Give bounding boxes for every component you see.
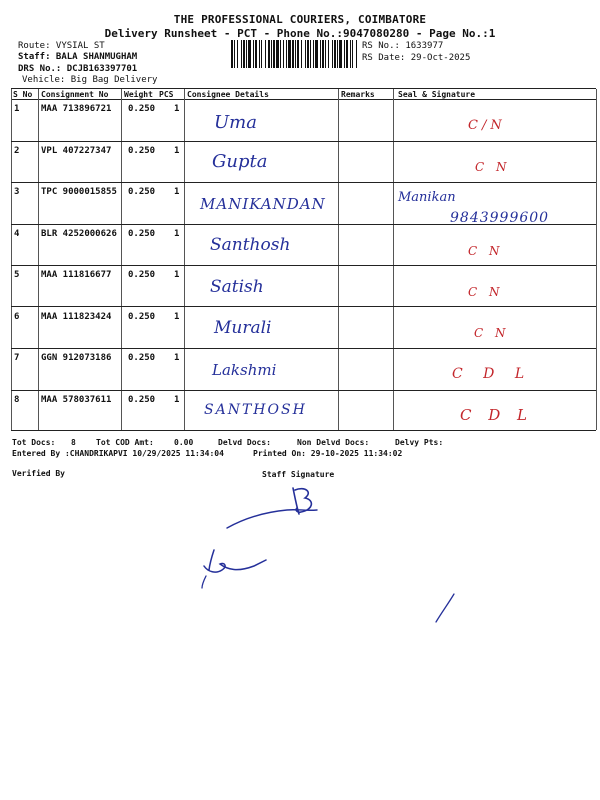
barcode-bar — [344, 40, 345, 68]
verifier-signature-mark — [198, 548, 270, 596]
barcode-bar — [265, 40, 266, 68]
staff-signature-label: Staff Signature — [262, 470, 335, 479]
table-header-rule — [11, 99, 596, 100]
row-weight: 0.250 — [128, 353, 156, 363]
row-pcs: 1 — [174, 146, 180, 156]
barcode-bar — [292, 40, 294, 68]
row-consignment: VPL 407227347 — [41, 146, 112, 156]
row-sno: 7 — [14, 353, 20, 363]
row-sno: 6 — [14, 312, 20, 322]
row-weight: 0.250 — [128, 104, 156, 114]
table-line — [596, 89, 597, 430]
row-consignment: GGN 912073186 — [41, 353, 112, 363]
barcode-bar — [322, 40, 324, 68]
phone-handwriting: 9843999600 — [450, 210, 550, 226]
barcode-bar — [313, 40, 314, 68]
col-consignee: Consignee Details — [187, 90, 269, 99]
delvd-docs-label: Delvd Docs: — [218, 438, 271, 447]
row-sno: 1 — [14, 104, 20, 114]
row-weight: 0.250 — [128, 229, 156, 239]
row-rule — [11, 348, 596, 349]
barcode-bar — [346, 40, 348, 68]
route-label: Route: VYSIAL ST — [18, 41, 105, 51]
consignee-handwriting: MANIKANDAN — [200, 195, 326, 213]
barcode-bar — [310, 40, 311, 68]
row-rule — [11, 224, 596, 225]
row-consignment: MAA 578037611 — [41, 395, 112, 405]
stray-pen-mark — [430, 592, 460, 626]
barcode-bar — [248, 40, 251, 68]
consignee-handwriting: SANTHOSH — [204, 402, 307, 418]
table-bottom-rule — [11, 430, 596, 431]
tot-docs-label: Tot Docs: — [12, 438, 56, 447]
barcode-bar — [288, 40, 291, 68]
col-pcs: PCS — [159, 90, 174, 99]
barcode-bar — [295, 40, 296, 68]
barcode-bar — [234, 40, 235, 68]
barcode-bar — [273, 40, 275, 68]
row-rule — [11, 306, 596, 307]
runsheet-subtitle: Delivery Runsheet - PCT - Phone No.:9047080280 - Page No.:1 — [104, 27, 496, 40]
barcode-bar — [352, 40, 353, 68]
consignee-handwriting: Gupta — [212, 151, 268, 172]
barcode-bar — [320, 40, 321, 68]
verified-by-label: Verified By — [12, 469, 65, 478]
row-rule — [11, 390, 596, 391]
row-pcs: 1 — [174, 395, 180, 405]
consignee-handwriting: Murali — [214, 318, 272, 338]
row-pcs: 1 — [174, 104, 180, 114]
col-remarks: Remarks — [341, 90, 375, 99]
barcode-bar — [231, 40, 233, 68]
tot-docs-value: 8 — [71, 438, 76, 447]
vehicle-label: Vehicle: Big Bag Delivery — [22, 75, 158, 85]
col-seal: Seal & Signature — [398, 90, 476, 99]
row-sno: 8 — [14, 395, 20, 405]
barcode-bar — [328, 40, 329, 68]
barcode-bar — [261, 40, 262, 68]
table-top-rule — [11, 88, 596, 89]
row-weight: 0.250 — [128, 395, 156, 405]
row-sno: 4 — [14, 229, 20, 239]
barcode-bar — [332, 40, 333, 68]
row-pcs: 1 — [174, 353, 180, 363]
consignee-handwriting: Lakshmi — [212, 361, 277, 379]
tot-cod-value: 0.00 — [174, 438, 194, 447]
barcode-bar — [297, 40, 299, 68]
barcode-bar — [305, 40, 306, 68]
staff-signature-mark — [225, 480, 330, 530]
delvy-pts-label: Delvy Pts: — [395, 438, 444, 447]
rs-number: RS No.: 1633977 — [362, 41, 444, 51]
row-consignment: TPC 9000015855 — [41, 187, 117, 197]
seal-handwriting: C D L — [460, 406, 534, 424]
row-consignment: MAA 713896721 — [41, 104, 112, 114]
row-sno: 5 — [14, 270, 20, 280]
row-pcs: 1 — [174, 187, 180, 197]
row-consignment: MAA 111816677 — [41, 270, 112, 280]
barcode-bar — [315, 40, 318, 68]
barcode-bar — [259, 40, 260, 68]
consignee-handwriting: Satish — [210, 277, 264, 297]
barcode-bar — [356, 40, 357, 68]
barcode-bar — [350, 40, 351, 68]
row-rule — [11, 265, 596, 266]
printed-on: Printed On: 29-10-2025 11:34:02 — [253, 449, 403, 458]
barcode-bar — [271, 40, 272, 68]
seal-handwriting: C N — [468, 285, 504, 299]
staff-label: Staff: BALA SHANMUGHAM — [18, 52, 138, 62]
row-weight: 0.250 — [128, 146, 156, 156]
row-weight: 0.250 — [128, 312, 156, 322]
barcode-bar — [280, 40, 281, 68]
barcode-bar — [325, 40, 326, 68]
barcode-bar — [246, 40, 247, 68]
seal-handwriting: Manikan — [398, 190, 456, 205]
barcode-bar — [253, 40, 254, 68]
consignee-handwriting: Uma — [214, 112, 257, 133]
row-sno: 3 — [14, 187, 20, 197]
row-weight: 0.250 — [128, 270, 156, 280]
seal-handwriting: C N — [474, 326, 510, 340]
seal-handwriting: C D L — [452, 366, 533, 382]
row-pcs: 1 — [174, 270, 180, 280]
barcode-bar — [255, 40, 257, 68]
barcode-bar — [334, 40, 336, 68]
seal-handwriting: C N — [475, 160, 511, 174]
barcode-bar — [301, 40, 302, 68]
barcode-bar — [243, 40, 245, 68]
entered-by: Entered By :CHANDRIKAPVI 10/29/2025 11:34:04 — [12, 449, 224, 458]
barcode-bar — [237, 40, 238, 68]
rs-date: RS Date: 29-Oct-2025 — [362, 53, 471, 63]
row-rule — [11, 141, 596, 142]
barcode-bar — [286, 40, 287, 68]
row-rule — [11, 182, 596, 183]
non-delvd-docs-label: Non Delvd Docs: — [297, 438, 370, 447]
col-sno: S No — [13, 90, 33, 99]
seal-handwriting: C N — [468, 244, 504, 258]
barcode — [231, 40, 358, 68]
barcode-bar — [276, 40, 279, 68]
drs-number: DRS No.: DCJB163397701 — [18, 64, 138, 74]
barcode-bar — [339, 40, 342, 68]
barcode-bar — [307, 40, 309, 68]
col-weight: Weight — [124, 90, 153, 99]
barcode-bar — [337, 40, 338, 68]
barcode-bar — [241, 40, 242, 68]
company-title: THE PROFESSIONAL COURIERS, COIMBATORE — [173, 13, 427, 26]
row-weight: 0.250 — [128, 187, 156, 197]
row-consignment: BLR 4252000626 — [41, 229, 117, 239]
consignee-handwriting: Santhosh — [210, 235, 291, 255]
row-pcs: 1 — [174, 312, 180, 322]
row-consignment: MAA 111823424 — [41, 312, 112, 322]
barcode-bar — [268, 40, 270, 68]
tot-cod-label: Tot COD Amt: — [96, 438, 154, 447]
col-consignment: Consignment No — [41, 90, 109, 99]
barcode-bar — [283, 40, 284, 68]
seal-handwriting: C/N — [468, 118, 506, 133]
row-pcs: 1 — [174, 229, 180, 239]
row-sno: 2 — [14, 146, 20, 156]
